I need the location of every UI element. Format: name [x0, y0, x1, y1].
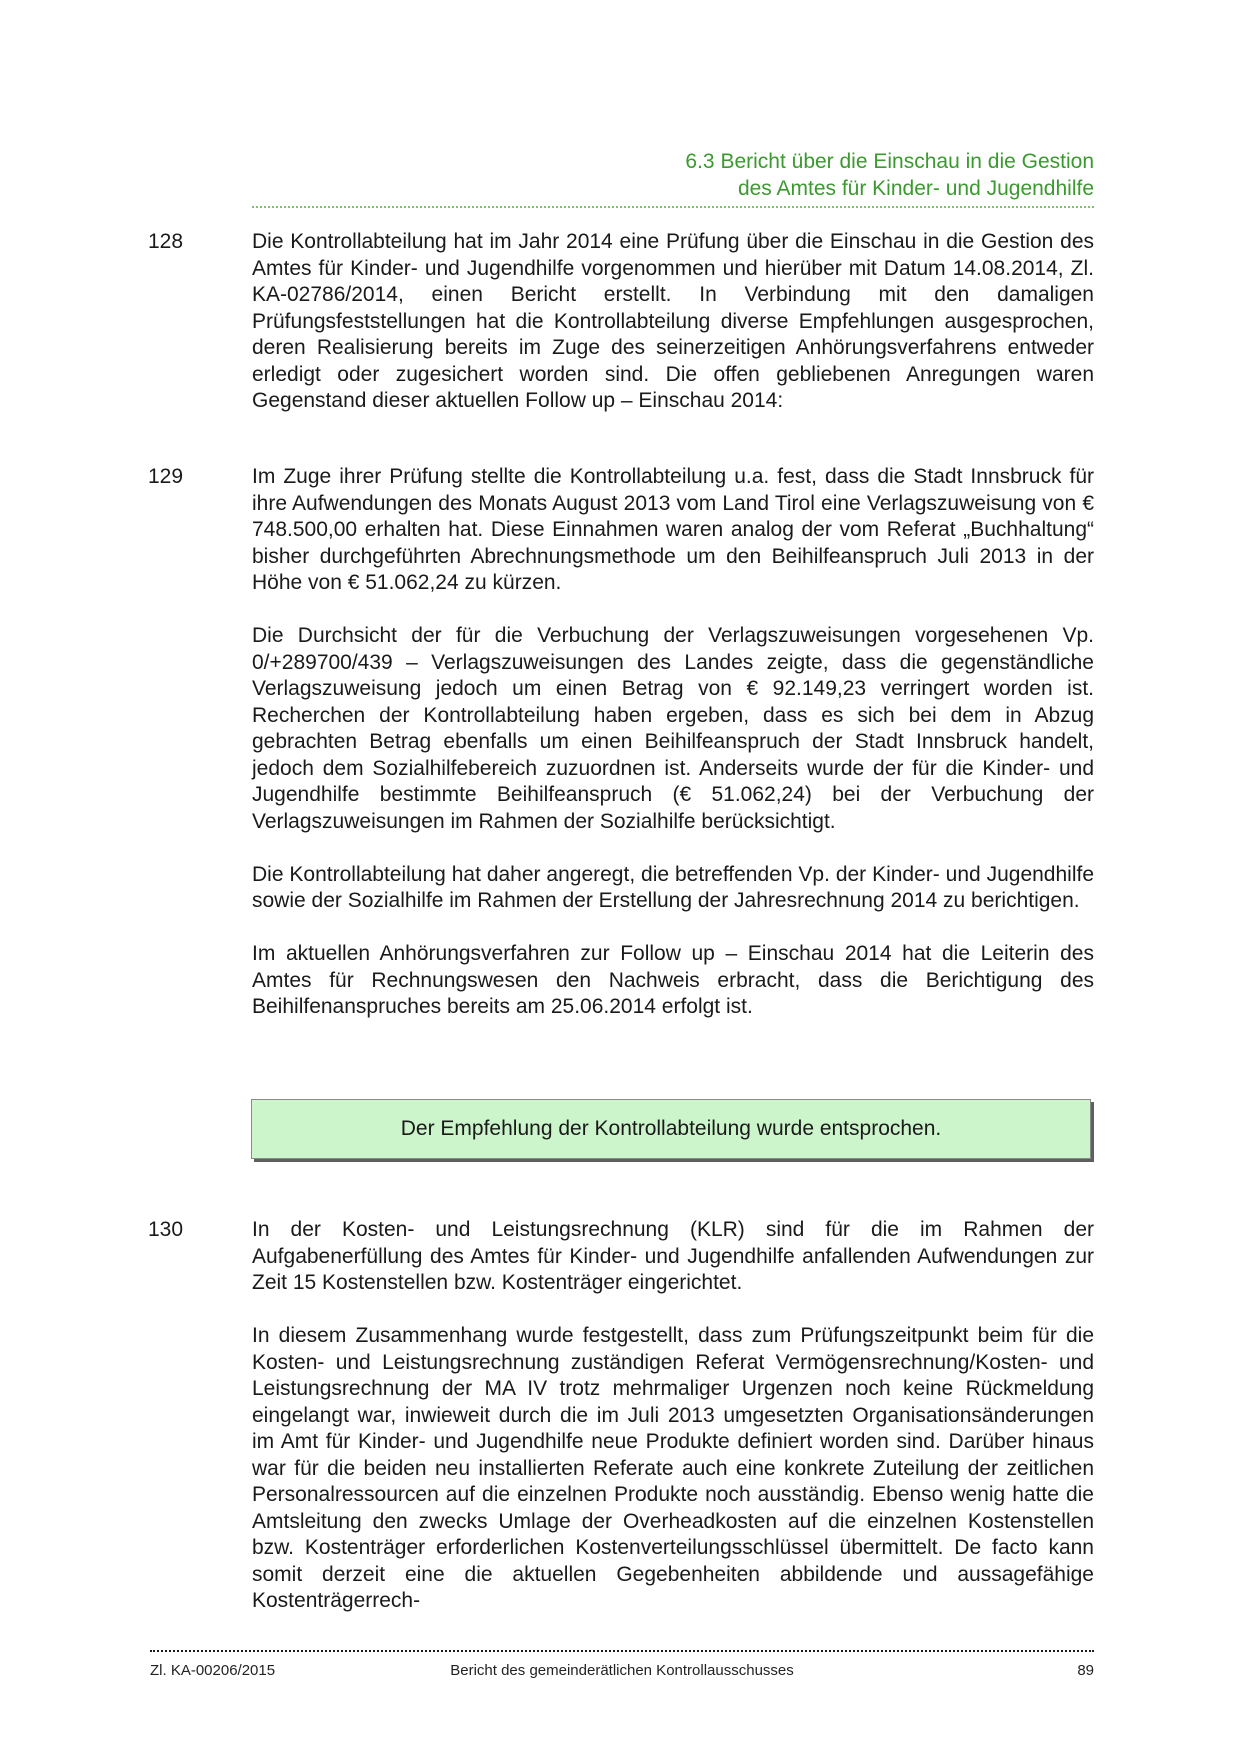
paragraph-text: Die Kontrollabteilung hat daher angeregt, die betreffenden Vp. der Kinder- und Jugendhilfe sowie der Sozialhilfe im Rahmen der Erstellung der Jahresrechnung 2014 zu berichtigen. [252, 862, 1094, 912]
recommendation-text: Der Empfehlung der Kontrollabteilung wurde entsprochen. [400, 1117, 942, 1140]
footer-divider [150, 1650, 1094, 1652]
paragraph-128 [252, 229, 1094, 415]
document-reference: Zl. KA-00206/2015 [150, 1662, 276, 1679]
section-title-line-1: 6.3 Bericht über die Einschau in die Gestion [685, 150, 1094, 173]
report-title: Bericht des gemeinderätlichen Kontrollausschusses [450, 1662, 794, 1679]
section-header [600, 148, 1094, 202]
recommendation-box [251, 1099, 1091, 1159]
paragraph-text: In diesem Zusammenhang wurde festgestellt, dass zum Prüfungszeitpunkt beim für die Kosten- und Leistungsrechnung zuständigen Referat Vermögensrechnung/Kosten- und Leistungsrechnung der MA IV trotz mehrmaliger Urgenzen noch keine Rückmeldung eingelangt war, inwieweit durch die im Juli 2013 umgesetzten Organisationsänderungen im Amt für Kinder- und Jugendhilfe neue Produkte definiert worden sind. Darüber hinaus war für die beiden neu installierten Referate auch eine konkrete Zuteilung der zeitlichen Personalressourcen auf die einzelnen Produkte noch ausständig. Ebenso wenig hatte die Amtsleitung den zwecks Umlage der Overheadkosten auf die einzelnen Kostenstellen bzw. Kostenträger erforderlichen Kostenverteilungsschlüssel übermittelt. De facto kann somit derzeit eine die aktuellen Gegebenheiten abbildende und aussagefähige Kostenträgerrech- [252, 1324, 1094, 1612]
header-divider [252, 206, 1094, 208]
section-title-line-2: des Amtes für Kinder- und Jugendhilfe [737, 177, 1094, 200]
paragraph-130 [252, 1217, 1094, 1615]
paragraph-number-129: 129 [148, 465, 184, 488]
paragraph-text: In der Kosten- und Leistungsrechnung (KLR) sind für die im Rahmen der Aufgabenerfüllung des Amtes für Kinder- und Jugendhilfe anfallenden Aufwendungen zur Zeit 15 Kostenstellen bzw. Kostenträger eingerichtet. [252, 1218, 1094, 1294]
paragraph-text: Die Durchsicht der für die Verbuchung der Verlagszuweisungen vorgesehenen Vp. 0/+289700/439 – Verlagszuweisungen des Landes zeigte, dass die gegenständliche Verlagszuweisung jedoch um einen Betrag von € 92.149,23 verringert worden ist. Recherchen der Kontrollabteilung haben ergeben, dass es sich bei dem in Abzug gebrachten Betrag ebenfalls um einen Beihilfeanspruch der Stadt Innsbruck handelt, jedoch dem Sozialhilfebereich zuzuordnen ist. Anderseits wurde der für die Kinder- und Jugendhilfe bestimmte Beihilfeanspruch (€ 51.062,24) bei der Verbuchung der Verlagszuweisungen im Rahmen der Sozialhilfe berücksichtigt. [252, 624, 1094, 833]
paragraph-text: Im Zuge ihrer Prüfung stellte die Kontrollabteilung u.a. fest, dass die Stadt Innsbruck für ihre Aufwendungen des Monats August 2013 vom Land Tirol eine Verlagszuweisung von € 748.500,00 erhalten hat. Diese Einnahmen waren analog der vom Referat „Buchhaltung“ bisher durchgeführten Abrechnungsmethode um den Beihilfeanspruch Juli 2013 in der Höhe von € 51.062,24 zu kürzen. [252, 465, 1094, 594]
paragraph-number-130: 130 [148, 1218, 184, 1241]
paragraph-129 [252, 464, 1094, 1021]
paragraph-number-128: 128 [148, 230, 184, 253]
paragraph-text: Im aktuellen Anhörungsverfahren zur Follow up – Einschau 2014 hat die Leiterin des Amtes für Rechnungswesen den Nachweis erbracht, dass die Berichtigung des Beihilfenanspruches bereits am 25.06.2014 erfolgt ist. [252, 942, 1094, 1018]
page-number: 89 [1077, 1662, 1094, 1679]
paragraph-text: Die Kontrollabteilung hat im Jahr 2014 eine Prüfung über die Einschau in die Gestion des Amtes für Kinder- und Jugendhilfe vorgenommen und hierüber mit Datum 14.08.2014, Zl. KA-02786/2014, einen Bericht erstellt. In Verbindung mit den damaligen Prüfungsfeststellungen hat die Kontrollabteilung diverse Empfehlungen ausgesprochen, deren Realisierung bereits im Zuge des seinerzeitigen Anhörungsverfahrens entweder erledigt oder zugesichert worden sind. Die offen gebliebenen Anregungen waren Gegenstand dieser aktuellen Follow up – Einschau 2014: [252, 230, 1094, 412]
